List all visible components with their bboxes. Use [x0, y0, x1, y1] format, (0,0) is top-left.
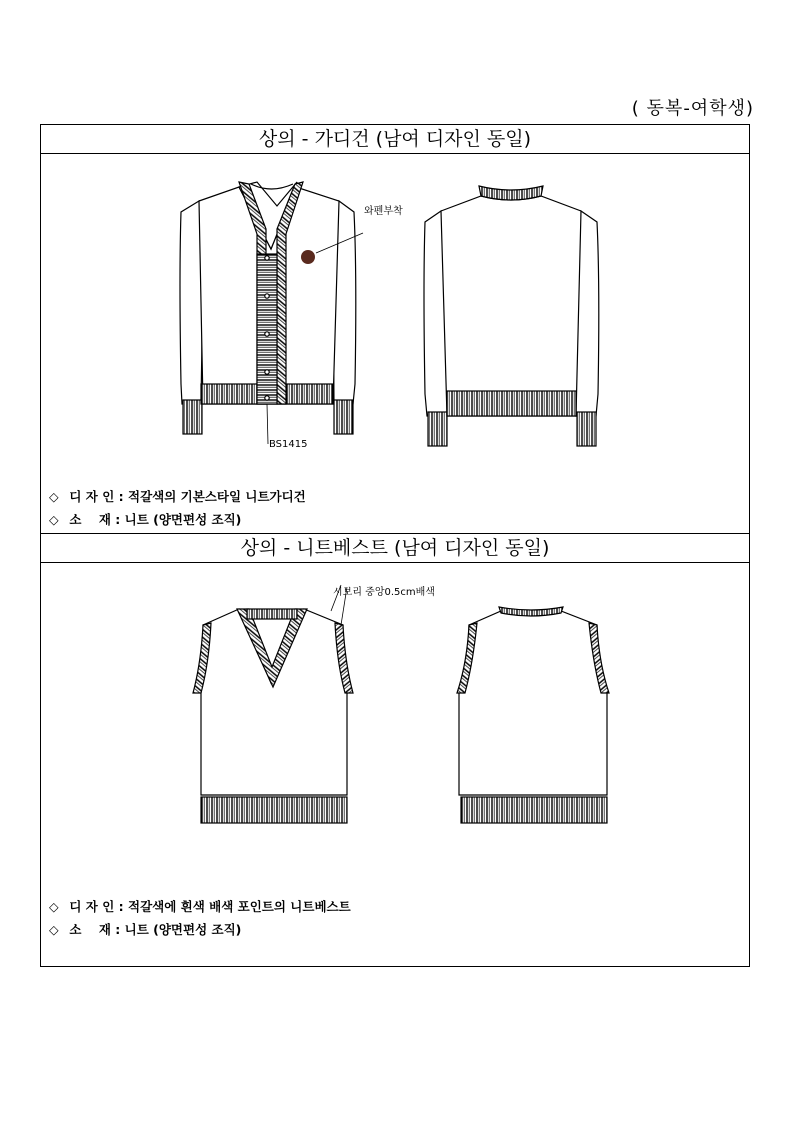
vest-material-row: [49, 918, 351, 941]
diamond-bullet-icon: ◇: [49, 489, 59, 504]
material-label: 소 재 :: [69, 512, 121, 527]
spec-table: [40, 124, 750, 967]
cardigan-description: [49, 485, 306, 531]
diamond-bullet-icon: ◇: [49, 899, 59, 914]
cardigan-section-title: 상의 - 가디건 (남여 디자인 동일): [41, 125, 749, 154]
cardigan-panel: [41, 154, 749, 533]
design-label: 디 자 인 :: [69, 489, 124, 504]
patch-callout-label: 와펜부착: [364, 206, 403, 217]
diamond-bullet-icon: ◇: [49, 922, 59, 937]
vest-design-row: [49, 895, 351, 918]
material-label: 소 재 :: [69, 922, 121, 937]
stripe-callout-label: 시보리 중앙0.5cm배색: [333, 587, 435, 598]
cardigan-back: [424, 186, 599, 446]
material-value: 니트 (양면편성 조직): [124, 922, 242, 937]
button-callout-label: BS1415: [269, 439, 308, 450]
vest-description: [49, 895, 351, 941]
material-value: 니트 (양면편성 조직): [124, 512, 242, 527]
cardigan-material-row: [49, 508, 306, 531]
vest-back: [457, 607, 609, 823]
vest-section-title: 상의 - 니트베스트 (남여 디자인 동일): [41, 533, 749, 563]
cardigan-design-row: [49, 485, 306, 508]
cardigan-front: [180, 182, 356, 434]
design-value: 적갈색의 기본스타일 니트가디건: [128, 489, 306, 504]
document-category-label: ( 동복-여학생): [631, 98, 754, 119]
design-value: 적갈색에 흰색 배색 포인트의 니트베스트: [128, 899, 351, 914]
design-label: 디 자 인 :: [69, 899, 124, 914]
vest-front: [193, 609, 353, 823]
vest-panel: [41, 563, 749, 966]
diamond-bullet-icon: ◇: [49, 512, 59, 527]
button-leader-line: [267, 404, 268, 444]
patch-emblem: [301, 250, 315, 264]
